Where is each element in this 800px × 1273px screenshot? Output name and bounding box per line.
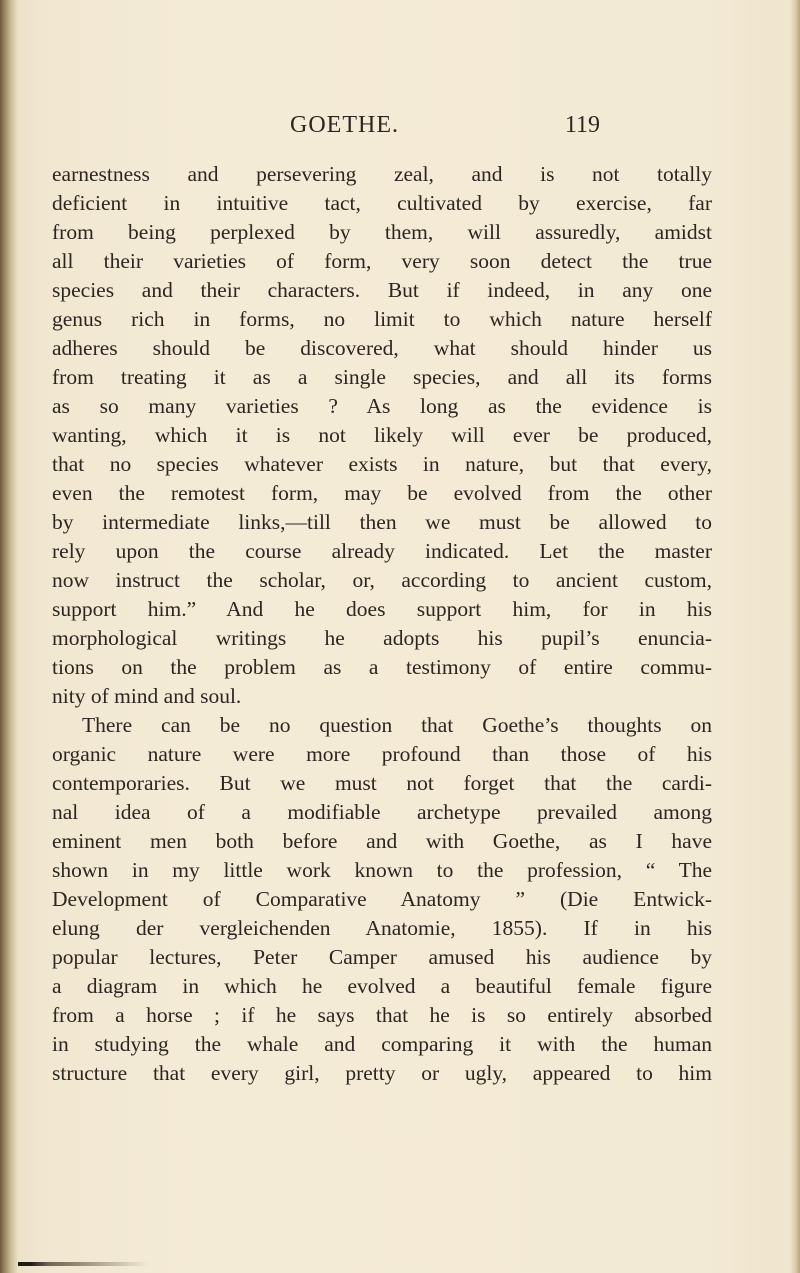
text-line: support him.” And he does support him, for in his (52, 597, 712, 621)
text-line: even the remotest form, may be evolved from the other (52, 481, 712, 505)
text-line: tions on the problem as a testimony of entire commu- (52, 655, 712, 679)
text-line: organic nature were more profound than those of his (52, 742, 712, 766)
text-line: from being perplexed by them, will assuredly, amidst (52, 220, 712, 244)
text-line: eminent men both before and with Goethe, as I have (52, 829, 712, 853)
text-line: morphological writings he adopts his pupil’s enuncia- (52, 626, 712, 650)
text-line: contemporaries. But we must not forget that the cardi- (52, 771, 712, 795)
text-line: that no species whatever exists in nature, but that every, (52, 452, 712, 476)
running-head: GOETHE. (290, 112, 399, 138)
text-line: earnestness and persevering zeal, and is not totally (52, 162, 712, 186)
page-edge (790, 0, 800, 1273)
text-line: now instruct the scholar, or, according to ancient custom, (52, 568, 712, 592)
text-line: rely upon the course already indicated. Let the master (52, 539, 712, 563)
text-line: species and their characters. But if indeed, in any one (52, 278, 712, 302)
text-line: all their varieties of form, very soon detect the true (52, 249, 712, 273)
text-line: a diagram in which he evolved a beautiful female figure (52, 974, 712, 998)
paragraph-end-line: nity of mind and soul. (52, 684, 242, 708)
text-line: adheres should be discovered, what should hinder us (52, 336, 712, 360)
text-line: by intermediate links,—till then we must be allowed to (52, 510, 712, 534)
page-bottom-mark (18, 1262, 148, 1266)
text-line: elung der vergleichenden Anatomie, 1855). If in his (52, 916, 712, 940)
page-number: 119 (564, 112, 600, 138)
text-line: shown in my little work known to the profession, “ The (52, 858, 712, 882)
text-line: genus rich in forms, no limit to which nature herself (52, 307, 712, 331)
page-header (52, 112, 600, 146)
text-line: deficient in intuitive tact, cultivated by exercise, far (52, 191, 712, 215)
text-line: in studying the whale and comparing it with the human (52, 1032, 712, 1056)
body-text (52, 160, 712, 1088)
text-line: from treating it as a single species, and all its forms (52, 365, 712, 389)
paragraph-start-line: There can be no question that Goethe’s thoughts on (82, 713, 712, 737)
text-line: from a horse ; if he says that he is so entirely absorbed (52, 1003, 712, 1027)
text-line: structure that every girl, pretty or ugly, appeared to him (52, 1061, 712, 1085)
text-line: wanting, which it is not likely will ever be produced, (52, 423, 712, 447)
text-line: as so many varieties ? As long as the evidence is (52, 394, 712, 418)
binding-edge (0, 0, 18, 1273)
text-line: popular lectures, Peter Camper amused his audience by (52, 945, 712, 969)
text-line: Development of Comparative Anatomy ” (Die Entwick- (52, 887, 712, 911)
text-line: nal idea of a modifiable archetype prevailed among (52, 800, 712, 824)
